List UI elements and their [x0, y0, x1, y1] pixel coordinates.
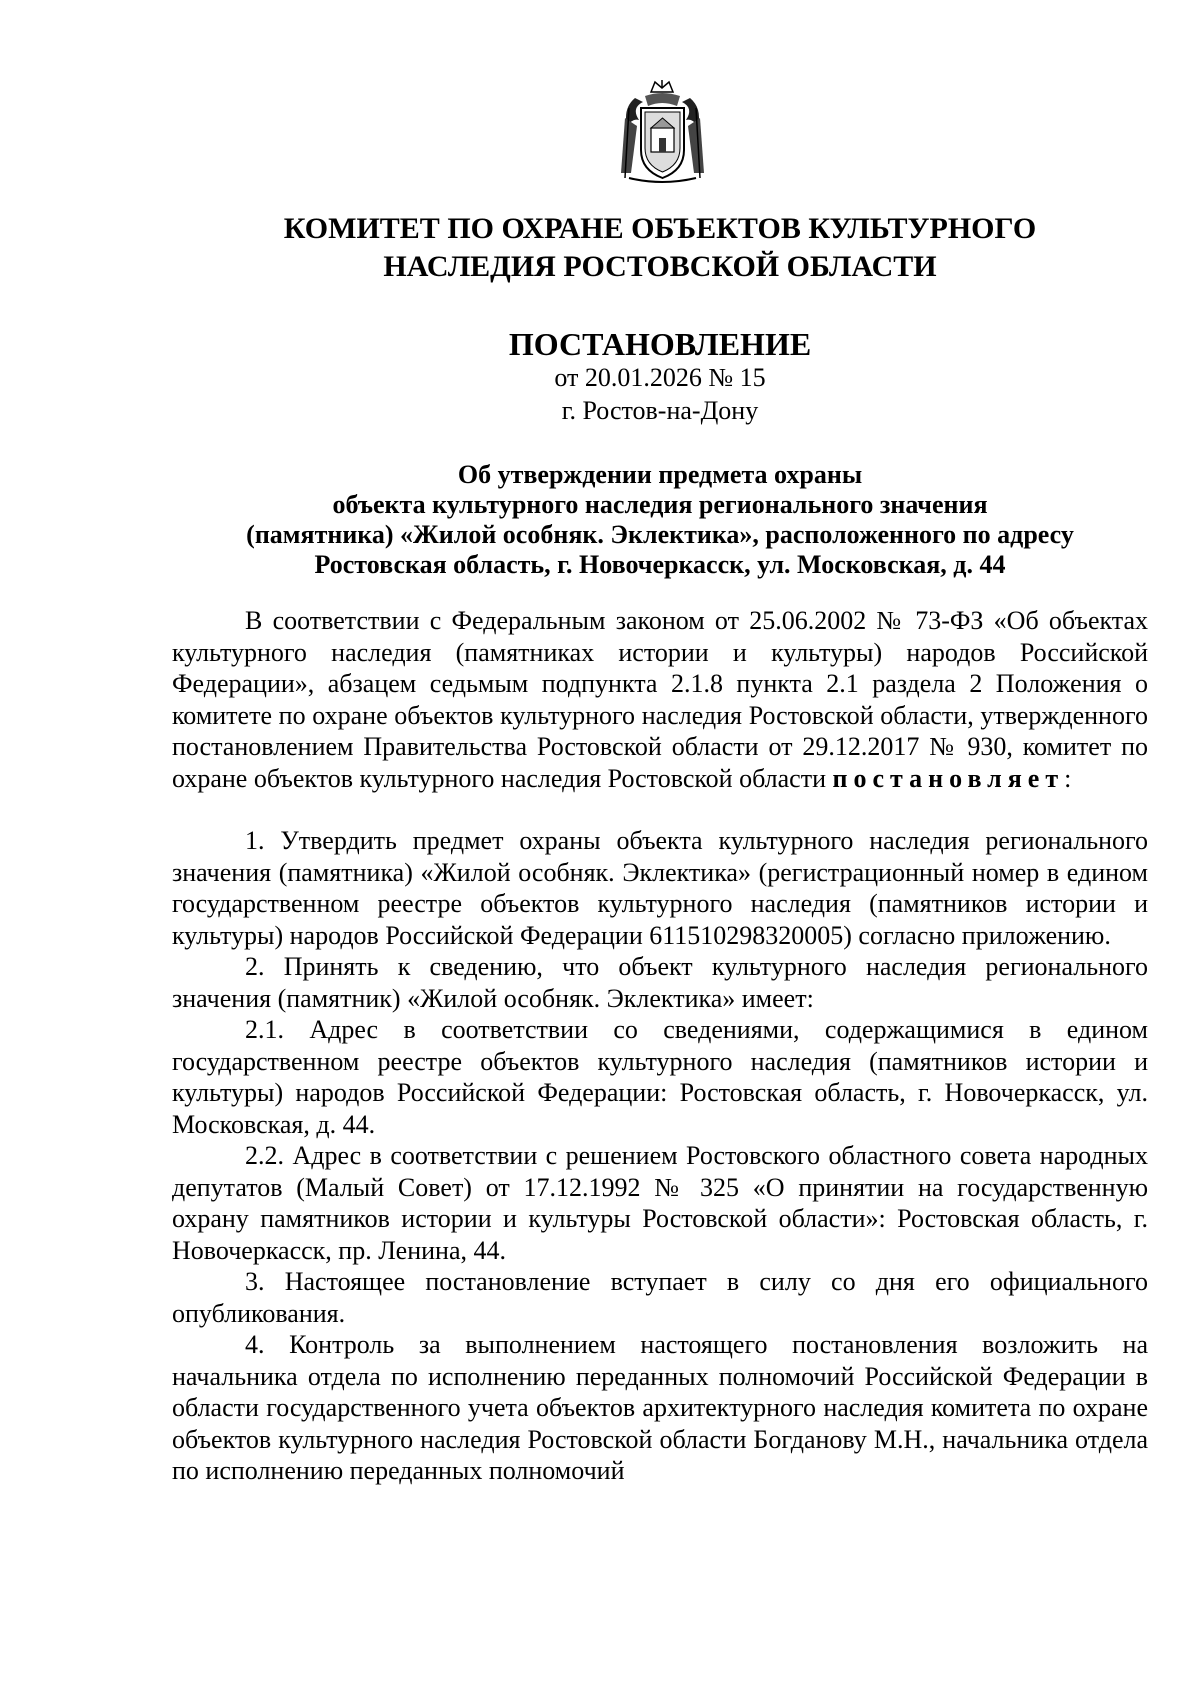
paragraph-2-1: 2.1. Адрес в соответствии со сведениями, содержащимися в едином государственном реестре объектов культурного наследия (памятников истории и культуры) народов Российской Федерации: Ростовская область, г. Новочеркасск, ул. Московская, д. 44.	[172, 1015, 1148, 1139]
paragraph-2-2: 2.2. Адрес в соответствии с решением Ростовского областного совета народных депутатов (Малый Совет) от 17.12.1992 № 325 «О принятии на государственную охрану памятников истории и культуры Ростовской области»: Ростовская область, г. Новочеркасск, пр. Ленина, 44.	[172, 1141, 1148, 1265]
preamble-text: В соответствии с Федеральным законом от 25.06.2002 № 73-ФЗ «Об объектах культурного наследия (памятниках истории и культуры) народов Российской Федерации», абзацем седьмым подпункта 2.1.8 пункта 2.1 раздела 2 Положения о комитете по охране объектов культурного наследия Ростовской области, утвержденного постановлением Правительства Ростовской области от 29.12.2017 № 930, комитет по охране объектов культурного наследия Ростовской области	[172, 606, 1148, 793]
preamble-paragraph	[172, 605, 1148, 794]
title-line1: Об утверждении предмета охраны	[457, 460, 863, 489]
document-body	[172, 605, 1148, 1487]
document-title	[170, 460, 1150, 580]
title-line2: объекта культурного наследия регионального значения	[332, 490, 988, 519]
title-line4: Ростовская область, г. Новочеркасск, ул. Московская, д. 44	[314, 550, 1006, 579]
document-type: ПОСТАНОВЛЕНИЕ	[508, 326, 812, 362]
resolves-word: постановляет	[832, 763, 1065, 793]
document-city: г. Ростов-на-Дону	[561, 396, 759, 425]
paragraph-3: 3. Настоящее постановление вступает в силу со дня его официального опубликования.	[172, 1267, 1148, 1328]
paragraph-2: 2. Принять к сведению, что объект культурного наследия регионального значения (памятник) «Жилой особняк. Эклектика» имеет:	[172, 952, 1148, 1013]
organization-name-line1: КОМИТЕТ ПО ОХРАНЕ ОБЪЕКТОВ КУЛЬТУРНОГО	[283, 212, 1037, 245]
document-date-number: от 20.01.2026 № 15	[554, 363, 766, 392]
organization-name	[170, 210, 1150, 286]
resolves-colon: :	[1064, 763, 1072, 793]
organization-name-line2: НАСЛЕДИЯ РОСТОВСКОЙ ОБЛАСТИ	[383, 250, 937, 283]
coat-of-arms-icon	[615, 78, 710, 188]
title-line3: (памятника) «Жилой особняк. Эклектика», расположенного по адресу	[246, 520, 1074, 549]
paragraph-1: 1. Утвердить предмет охраны объекта культурного наследия регионального значения (памятника) «Жилой особняк. Эклектика» (регистрационный номер в едином государственном реестре объектов культурного наследия (памятников истории и культуры) народов Российской Федерации 611510298320005) согласно приложению.	[172, 826, 1148, 950]
paragraph-4: 4. Контроль за выполнением настоящего постановления возложить на начальника отдела по исполнению переданных полномочий Российской Федерации в области государственного учета объектов архитектурного наследия комитета по охране объектов культурного наследия Ростовской области Богданову М.Н., начальника отдела по исполнению переданных полномочий	[172, 1330, 1148, 1485]
